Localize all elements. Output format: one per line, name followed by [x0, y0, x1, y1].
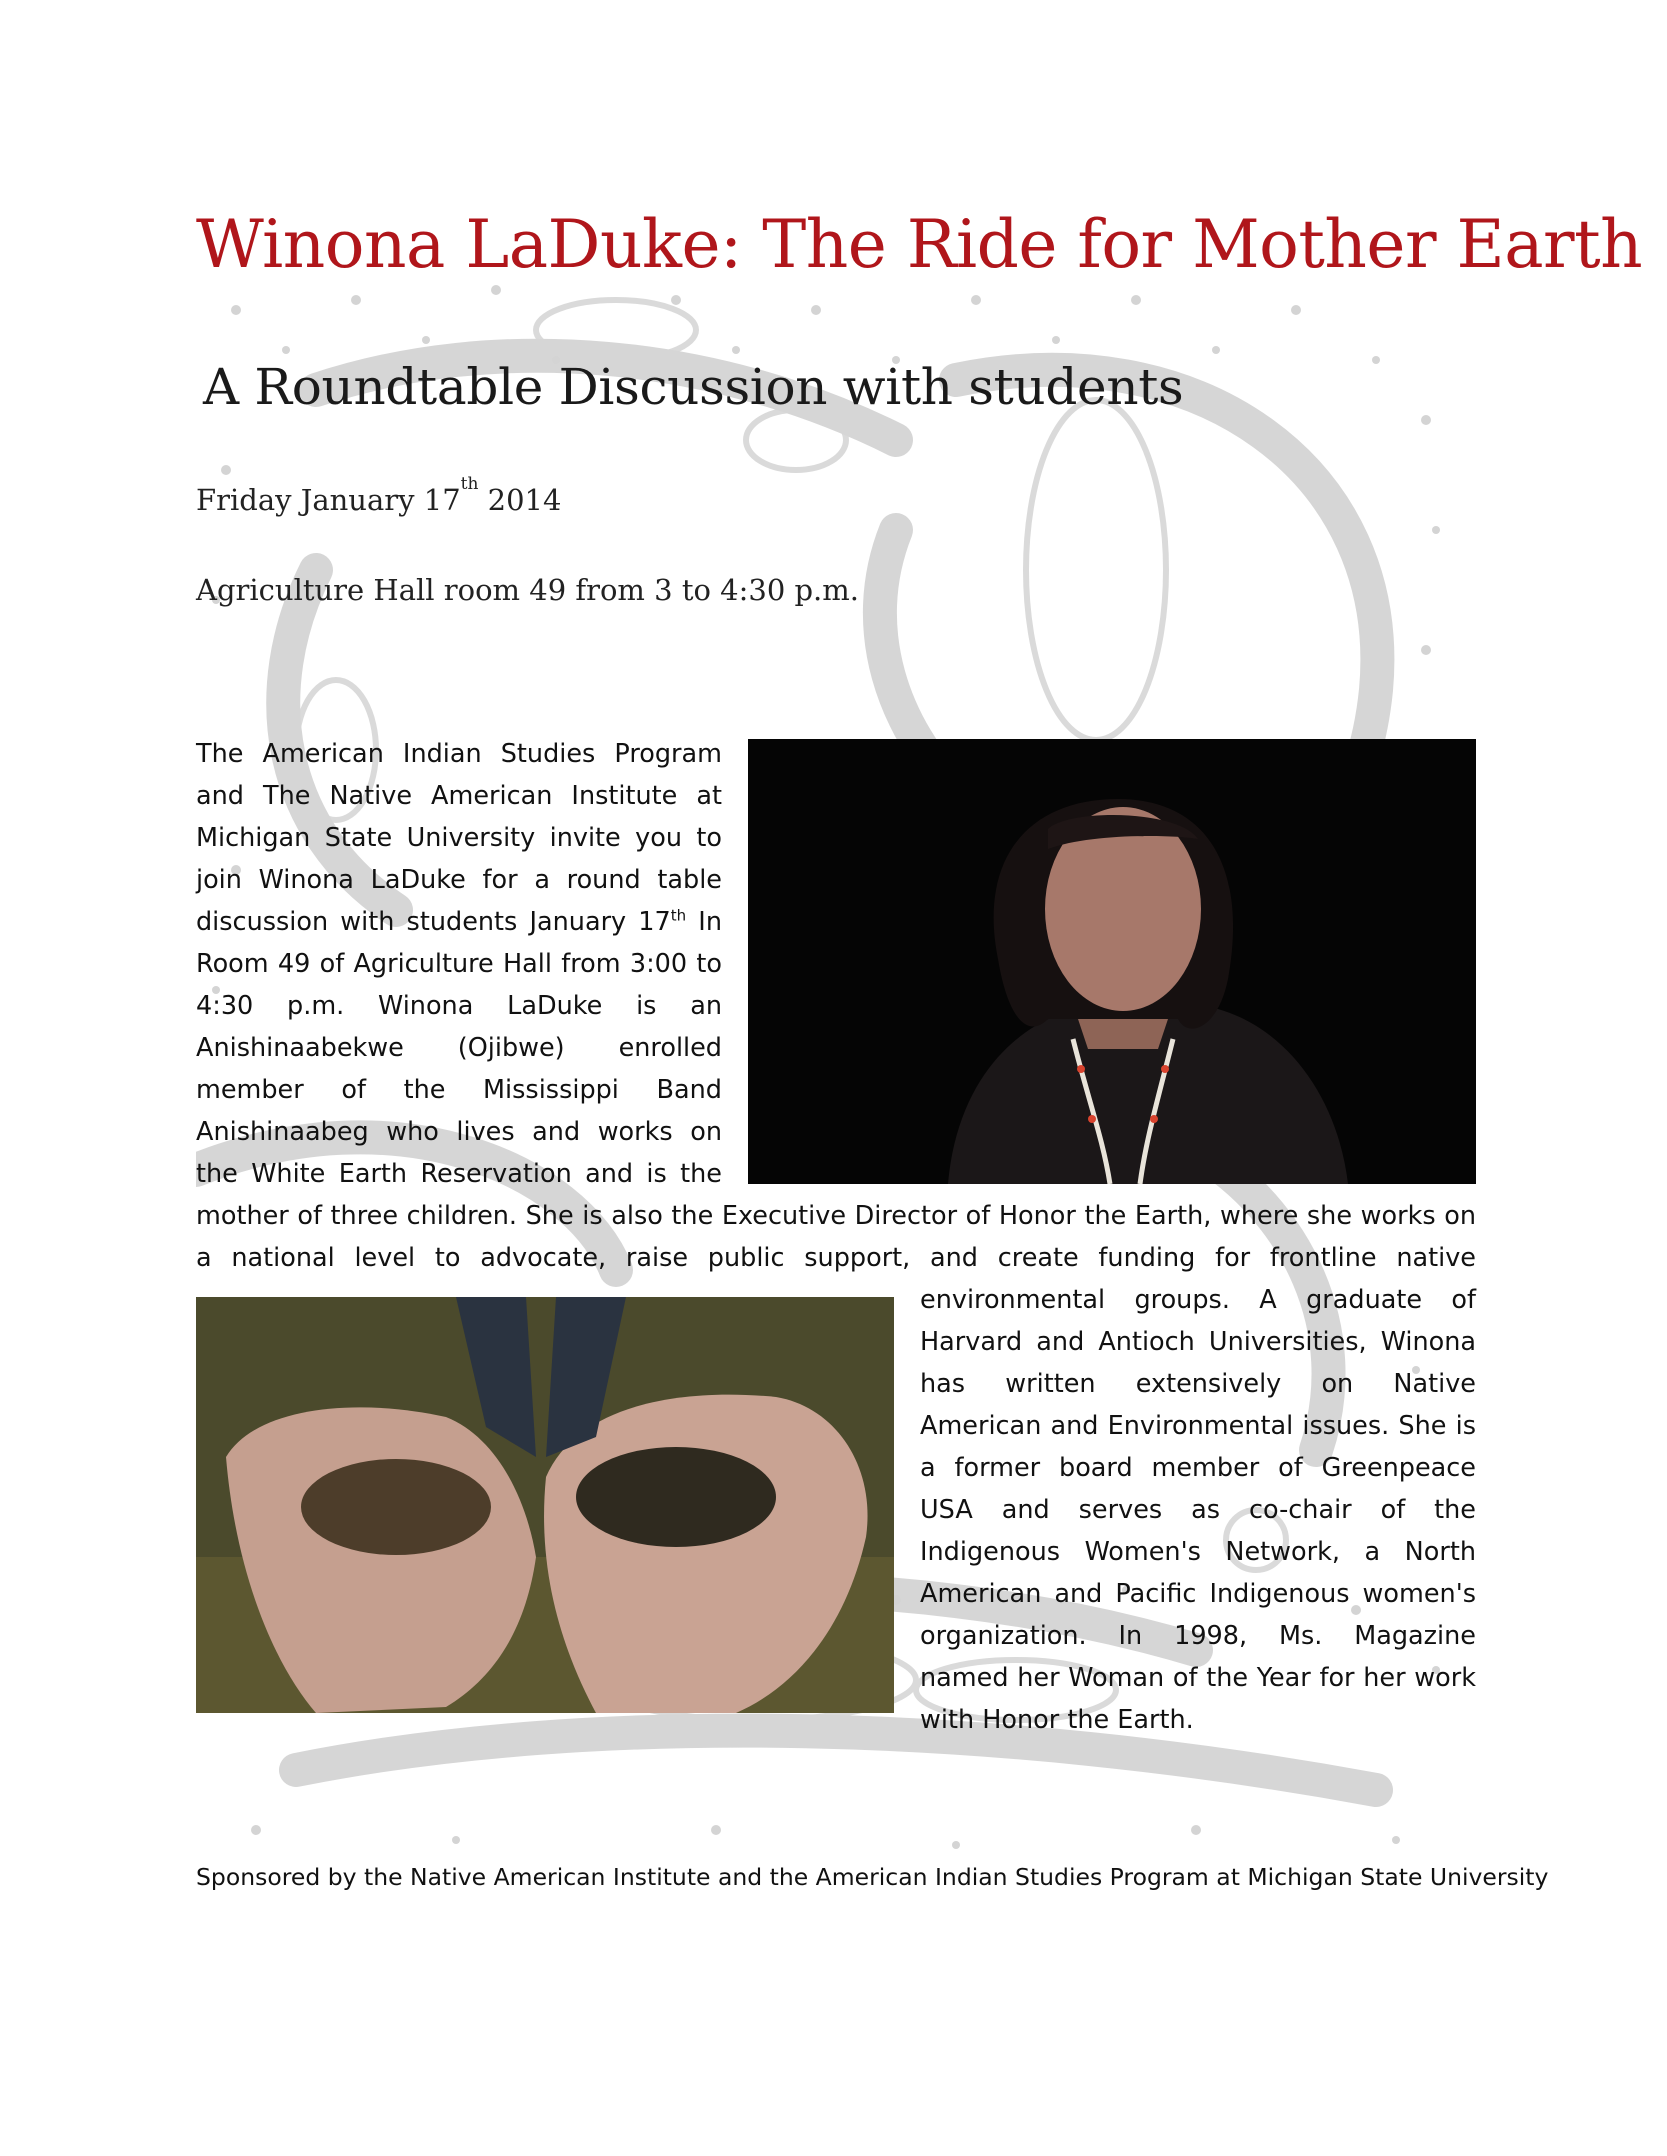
description-text-1: The American Indian Studies Program and The Native American Institute at Michigan State University invite you to join Winona LaDuke for a round table discussion with students January 17	[196, 739, 722, 937]
event-date-text: Friday January 17	[196, 483, 461, 517]
flyer-title: Winona LaDuke: The Ride for Mother Earth	[196, 206, 1643, 283]
event-date	[196, 474, 562, 520]
portrait-photo	[748, 739, 1476, 1184]
sponsor-footer: Sponsored by the Native American Institute and the American Indian Studies Program at Michigan State University	[196, 1863, 1549, 1891]
event-description	[196, 733, 1476, 1741]
flyer-subtitle: A Roundtable Discussion with students	[203, 358, 1184, 416]
event-location: Agriculture Hall room 49 from 3 to 4:30 p.m.	[196, 573, 859, 607]
event-date-ordinal: th	[460, 474, 479, 494]
wild-rice-hands-image	[196, 1297, 894, 1713]
description-ordinal: th	[670, 906, 687, 925]
event-date-year: 2014	[478, 483, 562, 517]
portrait-image	[748, 739, 1476, 1184]
wild-rice-hands-photo	[196, 1297, 894, 1713]
description-text-2: In Room 49 of Agriculture Hall from 3:00 to 4:30 p.m. Winona LaDuke is an Anishinaabekwe (Ojibwe) enrolled member of the Mississippi Band Anishinaabeg who lives and works on the White Earth Reservation and is the mother of three children. She is also the Executive Director of Honor the Earth, where she works on a national level to advocate, raise public support, and create funding for frontline native environmental groups. A graduate of Harvard and Antioch Universities, Winona has written extensively on Native American and Environmental issues. She is a former board member of Greenpeace USA and serves as co-chair of the Indigenous Women's Network, a North American and Pacific Indigenous women's organization. In 1998, Ms. Magazine named her Woman of the Year for her work with Honor the Earth.	[196, 907, 1476, 1735]
